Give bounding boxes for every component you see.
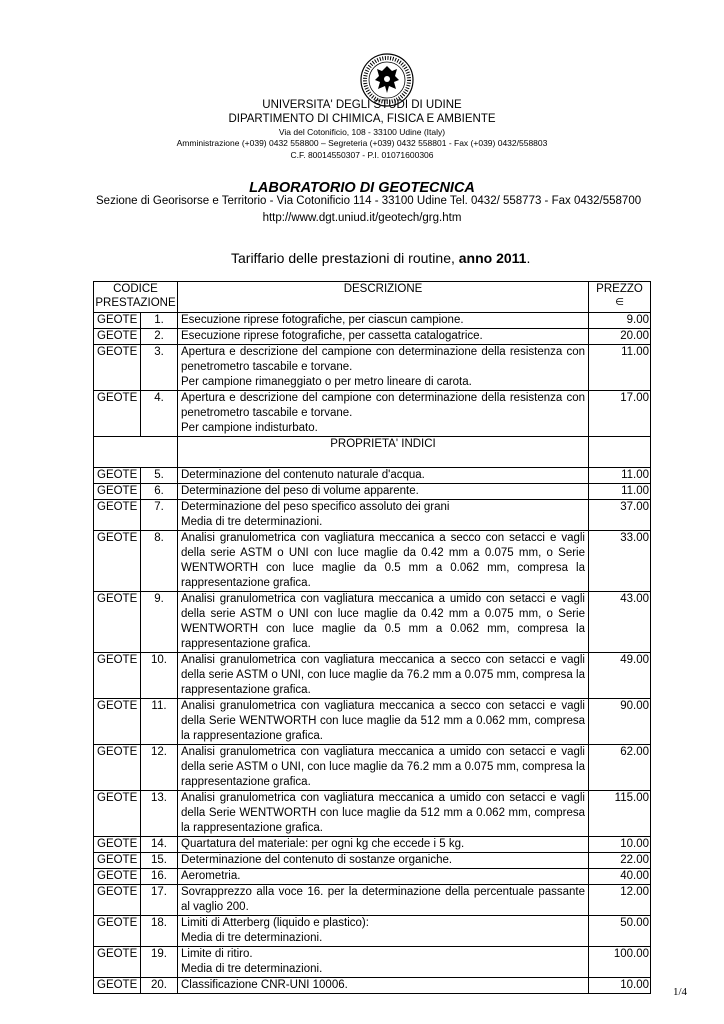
row-description-note: Per campione rimaneggiato o per metro lineare di carota. — [181, 376, 472, 388]
row-description — [178, 313, 589, 329]
table-row — [94, 468, 651, 484]
table-row — [94, 500, 651, 531]
table-row — [94, 531, 651, 592]
row-description-text: Apertura e descrizione del campione con determinazione della resistenza con penetrometro tascabile e torvane. — [181, 392, 585, 419]
title-prefix: Tariffario delle prestazioni di routine, — [231, 250, 459, 266]
row-number: 19. — [141, 947, 178, 978]
table-body-indici — [94, 468, 651, 994]
col-header-description: DESCRIZIONE — [178, 282, 589, 313]
university-name: UNIVERSITA' DEGLI STUDI DI UDINE — [262, 99, 462, 111]
col-header-code-line2: PRESTAZIONE — [95, 297, 176, 309]
row-code: GEOTE — [94, 837, 141, 853]
row-price: 37.00 — [589, 500, 651, 531]
row-description-text: Limiti di Atterberg (liquido e plastico): — [181, 917, 369, 929]
row-price: 50.00 — [589, 916, 651, 947]
table-row — [94, 791, 651, 837]
table-row — [94, 978, 651, 994]
row-description — [178, 592, 589, 653]
tax-codes: C.F. 80014550307 - P.I. 01071600306 — [290, 150, 434, 160]
table-row — [94, 653, 651, 699]
lab-section-contacts: Sezione di Georisorse e Territorio - Via Cotonificio 114 - 33100 Udine Tel. 0432/ 558773 - Fax 0432/558700 — [96, 195, 642, 207]
row-code: GEOTE — [94, 329, 141, 345]
row-price: 115.00 — [589, 791, 651, 837]
row-price: 22.00 — [589, 853, 651, 869]
row-description-note: Media di tre determinazioni. — [181, 932, 323, 944]
table-header-row — [94, 282, 651, 313]
row-description — [178, 916, 589, 947]
price-table — [93, 281, 651, 994]
col-header-price-label: PREZZO — [596, 283, 643, 295]
row-description — [178, 484, 589, 500]
row-number: 6. — [141, 484, 178, 500]
table-row — [94, 745, 651, 791]
row-code: GEOTE — [94, 500, 141, 531]
row-description — [178, 837, 589, 853]
row-description-note: Per campione indisturbato. — [181, 422, 318, 434]
row-price: 62.00 — [589, 745, 651, 791]
row-number: 8. — [141, 531, 178, 592]
administration-contacts: Amministrazione (+039) 0432 558800 – Segreteria (+039) 0432 558801 - Fax (+039) 0432/558803 — [176, 138, 548, 148]
row-price: 20.00 — [589, 329, 651, 345]
row-description-text: Determinazione del contenuto naturale d'acqua. — [181, 469, 425, 481]
row-number: 7. — [141, 500, 178, 531]
row-description-text: Aerometria. — [181, 870, 241, 882]
row-number: 9. — [141, 592, 178, 653]
row-description-text: Apertura e descrizione del campione con determinazione della resistenza con penetrometro tascabile e torvane. — [181, 346, 585, 373]
row-code: GEOTE — [94, 699, 141, 745]
currency-symbol: ∈ — [615, 297, 624, 308]
row-number: 1. — [141, 313, 178, 329]
page-number: 1/4 — [673, 986, 688, 998]
row-number: 20. — [141, 978, 178, 994]
row-description — [178, 468, 589, 484]
col-header-code — [94, 282, 178, 313]
row-code: GEOTE — [94, 391, 141, 437]
row-description-text: Determinazione del peso specifico assoluto dei grani — [181, 501, 450, 513]
row-description-note: Media di tre determinazioni. — [181, 963, 323, 975]
row-code: GEOTE — [94, 947, 141, 978]
table-row — [94, 916, 651, 947]
row-number: 15. — [141, 853, 178, 869]
row-number: 13. — [141, 791, 178, 837]
row-description-text: Esecuzione riprese fotografiche, per ciascun campione. — [181, 314, 464, 326]
table-row — [94, 592, 651, 653]
row-description — [178, 500, 589, 531]
row-code: GEOTE — [94, 484, 141, 500]
row-price: 100.00 — [589, 947, 651, 978]
row-description-text: Analisi granulometrica con vagliatura meccanica a secco con setacci e vagli della Serie WENTWORTH con luce maglie da 512 mm a 0.062 mm, compresa la rappresentazione grafica. — [181, 700, 585, 742]
section-spacer-cell — [94, 437, 178, 468]
row-price: 33.00 — [589, 531, 651, 592]
row-number: 3. — [141, 345, 178, 391]
table-row — [94, 313, 651, 329]
row-description-text: Analisi granulometrica con vagliatura meccanica a secco con setacci e vagli della serie ASTM o UNI, con luce maglie da 76.2 mm a 0.075 mm, compresa la rappresentazione grafica. — [181, 654, 585, 696]
row-code: GEOTE — [94, 869, 141, 885]
page-title — [231, 250, 530, 266]
row-description-text: Determinazione del peso di volume apparente. — [181, 485, 419, 497]
row-code: GEOTE — [94, 653, 141, 699]
row-description — [178, 653, 589, 699]
row-code: GEOTE — [94, 978, 141, 994]
table-row — [94, 345, 651, 391]
row-code: GEOTE — [94, 791, 141, 837]
row-number: 14. — [141, 837, 178, 853]
row-price: 12.00 — [589, 885, 651, 916]
row-code: GEOTE — [94, 531, 141, 592]
row-code: GEOTE — [94, 468, 141, 484]
row-number: 4. — [141, 391, 178, 437]
row-description — [178, 853, 589, 869]
table-row — [94, 869, 651, 885]
row-description-text: Analisi granulometrica con vagliatura meccanica a umido con setacci e vagli della serie ASTM o UNI con luce maglie da 0.42 mm a 0.075 mm, o Serie WENTWORTH con luce maglie da 0.5 mm a 0.062 mm, compresa la rappresentazione grafica. — [181, 593, 585, 650]
row-description — [178, 869, 589, 885]
row-number: 2. — [141, 329, 178, 345]
row-code: GEOTE — [94, 916, 141, 947]
row-description — [178, 345, 589, 391]
row-price: 49.00 — [589, 653, 651, 699]
row-number: 10. — [141, 653, 178, 699]
row-price: 10.00 — [589, 837, 651, 853]
row-description-text: Limite di ritiro. — [181, 948, 253, 960]
row-description-text: Determinazione del contenuto di sostanze organiche. — [181, 854, 453, 866]
row-description — [178, 791, 589, 837]
section-title: PROPRIETA' INDICI — [178, 437, 589, 468]
row-description-text: Analisi granulometrica con vagliatura meccanica a umido con setacci e vagli della serie ASTM o UNI, con luce maglie da 76.2 mm a 0.075 mm, compresa la rappresentazione grafica. — [181, 746, 585, 788]
row-code: GEOTE — [94, 885, 141, 916]
row-description — [178, 885, 589, 916]
row-price: 40.00 — [589, 869, 651, 885]
row-description-text: Analisi granulometrica con vagliatura meccanica a secco con setacci e vagli della serie ASTM o UNI con luce maglie da 0.42 mm a 0.075 mm, o Serie WENTWORTH con luce maglie da 0.5 mm a 0.062 mm, compresa la rappresentazione grafica. — [181, 532, 585, 589]
row-description-text: Quartatura del materiale: per ogni kg che eccede i 5 kg. — [181, 838, 465, 850]
row-code: GEOTE — [94, 745, 141, 791]
table-row — [94, 699, 651, 745]
col-header-price — [589, 282, 651, 313]
table-row — [94, 837, 651, 853]
row-price: 11.00 — [589, 468, 651, 484]
row-price: 11.00 — [589, 345, 651, 391]
row-description — [178, 531, 589, 592]
table-row — [94, 484, 651, 500]
row-description — [178, 745, 589, 791]
row-number: 18. — [141, 916, 178, 947]
row-description — [178, 978, 589, 994]
row-number: 16. — [141, 869, 178, 885]
row-description-note: Media di tre determinazioni. — [181, 516, 323, 528]
row-number: 5. — [141, 468, 178, 484]
title-year: anno 2011 — [458, 250, 527, 266]
row-price: 9.00 — [589, 313, 651, 329]
row-price: 90.00 — [589, 699, 651, 745]
row-number: 11. — [141, 699, 178, 745]
row-price: 11.00 — [589, 484, 651, 500]
table-row — [94, 391, 651, 437]
row-price: 10.00 — [589, 978, 651, 994]
department-address: Via del Cotonificio, 108 - 33100 Udine (Italy) — [278, 127, 446, 137]
table-row — [94, 329, 651, 345]
table-row — [94, 947, 651, 978]
table-row — [94, 885, 651, 916]
lab-url: http://www.dgt.uniud.it/geotech/grg.htm — [262, 212, 462, 224]
row-code: GEOTE — [94, 592, 141, 653]
row-description-text: Sovrapprezzo alla voce 16. per la determinazione della percentuale passante al vaglio 200. — [181, 886, 585, 913]
section-price-spacer-cell — [589, 437, 651, 468]
row-description-text: Esecuzione riprese fotografiche, per cassetta catalogatrice. — [181, 330, 483, 342]
row-description — [178, 947, 589, 978]
row-description-text: Analisi granulometrica con vagliatura meccanica a umido con setacci e vagli della Serie WENTWORTH con luce maglie da 512 mm a 0.062 mm, compresa la rappresentazione grafica. — [181, 792, 585, 834]
row-code: GEOTE — [94, 853, 141, 869]
title-suffix: . — [526, 250, 531, 266]
table-row — [94, 853, 651, 869]
row-number: 17. — [141, 885, 178, 916]
table-body-general — [94, 313, 651, 437]
row-number: 12. — [141, 745, 178, 791]
row-code: GEOTE — [94, 345, 141, 391]
row-price: 43.00 — [589, 592, 651, 653]
row-description — [178, 329, 589, 345]
col-header-code-line1: CODICE — [113, 283, 158, 295]
row-price: 17.00 — [589, 391, 651, 437]
lab-name: LABORATORIO DI GEOTECNICA — [249, 180, 475, 196]
row-description — [178, 699, 589, 745]
section-row-indici — [94, 437, 651, 468]
row-description-text: Classificazione CNR-UNI 10006. — [181, 979, 348, 991]
department-name: DIPARTIMENTO DI CHIMICA, FISICA E AMBIENTE — [228, 113, 496, 125]
row-code: GEOTE — [94, 313, 141, 329]
row-description — [178, 391, 589, 437]
